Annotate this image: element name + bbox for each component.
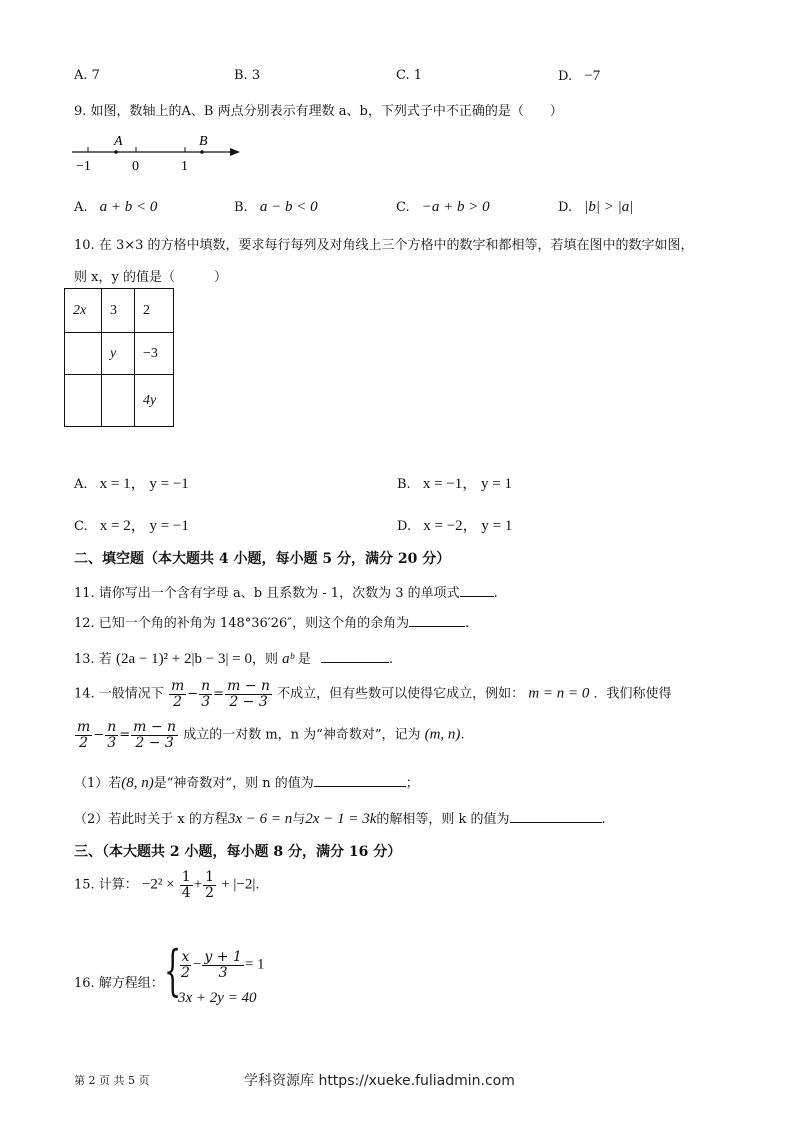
q14-part2-eq1: 3x − 6 = n bbox=[227, 811, 293, 827]
q8-option-d-label: D. bbox=[558, 69, 573, 84]
q8-option-a: A. 7 bbox=[74, 68, 100, 83]
q16-prefix: 16. 解方程组： bbox=[74, 976, 164, 991]
q9-option-d bbox=[558, 199, 633, 216]
q14-frac-n bbox=[199, 679, 212, 709]
frac-numerator: y + 1 bbox=[204, 949, 242, 965]
q9-number-line bbox=[68, 130, 248, 176]
q13-power: aᵇ bbox=[282, 651, 294, 667]
q14-line1-prefix: 14. 一般情况下 bbox=[74, 686, 164, 702]
frac-numerator: n bbox=[107, 719, 117, 735]
q9-option-c-label: C. bbox=[396, 200, 410, 215]
q8-option-d-value: −7 bbox=[584, 68, 601, 84]
q10-option-c-expr: x = 2， y = −1 bbox=[99, 518, 189, 534]
q14-part1 bbox=[74, 772, 419, 792]
frac-numerator: x bbox=[181, 949, 190, 965]
q10-option-b-expr: x = −1， y = 1 bbox=[422, 476, 512, 492]
q14-line1: 14. 一般情况下 $\frac{m}{2}$ − $\frac{n}{3}$ = $\frac{m - n}{2 - 3}$ 不成立，但有些数可以使得它成立，例如： m = n = 0 ．我们称使得 bbox=[74, 678, 672, 710]
q10-option-c-label: C. bbox=[74, 519, 88, 534]
q16-brace-icon: { bbox=[164, 939, 182, 1002]
q10-option-a-label: A. bbox=[74, 477, 88, 492]
q9-option-b-label: B. bbox=[234, 200, 248, 215]
q16-eq1 bbox=[178, 950, 265, 980]
q13-answer-blank[interactable] bbox=[321, 650, 389, 663]
q14-frac-r-2 bbox=[131, 720, 178, 750]
page-number: 第 2 页 共 5 页 bbox=[74, 1074, 150, 1087]
frac-denominator: 2 bbox=[173, 693, 183, 710]
q14-part2-eq2: 2x − 1 = 3k bbox=[305, 811, 377, 827]
q9-option-b-expr: a − b < 0 bbox=[259, 199, 318, 215]
q14-line2-pair: (m, n) bbox=[424, 726, 461, 743]
q14-part1-pair: (8, n) bbox=[121, 775, 154, 791]
frac-numerator: m − n bbox=[227, 678, 271, 694]
q13-expr: (2a − 1)² + 2|b − 3| = 0 bbox=[115, 651, 252, 667]
q16-frac-x bbox=[179, 950, 192, 980]
q10-option-c bbox=[74, 514, 189, 535]
q10-stem-line1: 10. 在 3×3 的方格中填数，要求每行每列及对角线上三个方格中的数字和都相等，若填在图中的数字如图， bbox=[74, 238, 694, 253]
grid-cell: 2x bbox=[65, 289, 102, 333]
q14-part1-answer-blank[interactable] bbox=[314, 774, 406, 787]
label-point-a: A bbox=[114, 134, 123, 149]
q12-text: 12. 已知一个角的补角为 148°36′26″，则这个角的余角为 bbox=[74, 616, 410, 631]
q13-suffix: 是 bbox=[297, 652, 311, 667]
q13-prefix: 13. 若 bbox=[74, 652, 112, 667]
q16-eq2: 3x + 2y = 40 bbox=[178, 990, 257, 1006]
q8-option-b: B. 3 bbox=[234, 68, 261, 83]
q10-option-a bbox=[74, 472, 189, 493]
frac-denominator: 2 bbox=[79, 734, 89, 751]
q14-part1-end: ； bbox=[405, 776, 419, 791]
q9-option-d-expr: |b| > |a| bbox=[584, 199, 634, 215]
grid-cell: −3 bbox=[135, 333, 174, 375]
q14-part2-text: 的解相等，则 k 的值为 bbox=[376, 812, 510, 827]
q10-option-b-label: B. bbox=[397, 477, 411, 492]
q13-end: . bbox=[388, 652, 394, 667]
q11 bbox=[74, 582, 498, 601]
section2-heading: 二、填空题（本大题共 4 小题，每小题 5 分，满分 20 分） bbox=[74, 551, 451, 567]
label-zero: 0 bbox=[132, 159, 139, 174]
q14-line1-suffix: ．我们称使得 bbox=[593, 686, 672, 702]
q8-option-d bbox=[558, 68, 600, 85]
q16-eq1-minus: − bbox=[192, 956, 202, 973]
frac-numerator: m bbox=[170, 678, 185, 694]
frac-denominator: 3 bbox=[107, 734, 117, 751]
grid-cell bbox=[102, 375, 135, 427]
frac-numerator: 1 bbox=[181, 869, 191, 885]
q9-option-a-expr: a + b < 0 bbox=[99, 199, 158, 215]
frac-denominator: 2 bbox=[205, 884, 215, 901]
q14-part2-answer-blank[interactable] bbox=[510, 810, 602, 823]
q14-line1-example: m = n = 0 bbox=[528, 685, 590, 702]
q9-option-c bbox=[396, 199, 490, 216]
grid-cell: 3 bbox=[102, 289, 135, 333]
q9-option-c-expr: −a + b > 0 bbox=[421, 199, 490, 215]
section3-heading: 三、（本大题共 2 小题，每小题 8 分，满分 16 分） bbox=[74, 844, 402, 860]
q15-prefix: 15. 计算： bbox=[74, 877, 138, 893]
q11-answer-blank[interactable] bbox=[460, 584, 494, 597]
frac-denominator: 3 bbox=[218, 964, 228, 981]
q10-option-a-expr: x = 1， y = −1 bbox=[99, 476, 189, 492]
q15-frac-quarter bbox=[180, 870, 193, 900]
point-b-dot bbox=[200, 150, 204, 154]
frac-numerator: m − n bbox=[133, 719, 177, 735]
q10-option-d-expr: x = −2， y = 1 bbox=[423, 518, 513, 534]
label-one: 1 bbox=[181, 159, 188, 174]
q9-option-a bbox=[74, 199, 157, 216]
grid-cell: 2 bbox=[135, 289, 174, 333]
q12 bbox=[74, 612, 469, 631]
label-minus-one: −1 bbox=[76, 159, 91, 174]
q10-magic-square bbox=[64, 288, 174, 427]
q12-end: . bbox=[465, 616, 470, 631]
frac-numerator: 1 bbox=[205, 869, 215, 885]
frac-denominator: 2 − 3 bbox=[229, 693, 268, 710]
axis-arrow-icon bbox=[230, 148, 240, 156]
q10-option-b bbox=[397, 472, 512, 493]
source-watermark: 学科资源库 https://xueke.fuliadmin.com bbox=[244, 1073, 515, 1089]
q11-text: 11. 请你写出一个含有字母 a、b 且系数为 - 1，次数为 3 的单项式 bbox=[74, 586, 460, 601]
q14-frac-m bbox=[169, 679, 186, 709]
q9-option-a-label: A. bbox=[74, 200, 88, 215]
frac-denominator: 3 bbox=[201, 693, 211, 710]
q10-option-d bbox=[397, 514, 512, 535]
q12-answer-blank[interactable] bbox=[409, 614, 465, 627]
q10-option-d-label: D. bbox=[397, 519, 412, 534]
q15-end: . bbox=[255, 877, 260, 893]
q16-frac-y bbox=[202, 950, 243, 980]
q14-part1-prefix: （1）若 bbox=[74, 776, 122, 791]
q15-plus: + bbox=[193, 876, 203, 893]
frac-numerator: m bbox=[77, 719, 91, 735]
q13 bbox=[74, 648, 393, 668]
grid-cell: 4y bbox=[135, 375, 174, 427]
q16-eq1-rhs: = 1 bbox=[244, 956, 265, 973]
q9-option-b bbox=[234, 199, 318, 216]
q14-part2-prefix: （2）若此时关于 x 的方程 bbox=[74, 812, 228, 827]
q14-line2-end: . bbox=[460, 727, 465, 743]
q14-part2 bbox=[74, 808, 606, 828]
q9-option-d-label: D. bbox=[558, 200, 573, 215]
q14-part2-mid: 与 bbox=[292, 812, 306, 827]
frac-numerator: n bbox=[201, 678, 211, 694]
q15-frac-half bbox=[203, 870, 216, 900]
q14-part2-end: . bbox=[601, 812, 606, 827]
label-point-b: B bbox=[199, 134, 208, 149]
q14-frac-n-2 bbox=[105, 720, 118, 750]
q14-frac-m-2 bbox=[75, 720, 92, 750]
q15-lead: −2² × bbox=[141, 876, 175, 893]
grid-cell bbox=[65, 375, 102, 427]
q11-end: . bbox=[493, 586, 498, 601]
q14-part1-text: 是“神奇数对”，则 n 的值为 bbox=[153, 776, 314, 791]
q10-stem-line2: 则 x，y 的值是（ ） bbox=[74, 270, 227, 285]
q13-mid: ，则 bbox=[251, 652, 278, 667]
q8-option-c: C. 1 bbox=[396, 68, 423, 83]
frac-denominator: 4 bbox=[181, 884, 191, 901]
point-a-dot bbox=[114, 150, 118, 154]
q14-line2: $\frac{m}{2}$ − $\frac{n}{3}$ = $\frac{m - n}{2 - 3}$ 成立的一对数 m，n 为“神奇数对”，记为 (m, n). bbox=[77, 719, 465, 751]
q14-line2-text: 成立的一对数 m，n 为“神奇数对”，记为 bbox=[183, 727, 421, 743]
q9-stem: 9. 如图，数轴上的A、B 两点分别表示有理数 a、b，下列式子中不正确的是（ ） bbox=[74, 104, 563, 119]
q15 bbox=[74, 870, 260, 900]
frac-denominator: 2 bbox=[181, 964, 190, 981]
q14-frac-r bbox=[225, 679, 272, 709]
grid-cell bbox=[65, 333, 102, 375]
q15-tail: + |−2| bbox=[221, 876, 256, 893]
frac-denominator: 2 − 3 bbox=[135, 734, 174, 751]
grid-cell: y bbox=[102, 333, 135, 375]
q14-line1-middle: 不成立，但有些数可以使得它成立，例如： bbox=[277, 686, 525, 702]
